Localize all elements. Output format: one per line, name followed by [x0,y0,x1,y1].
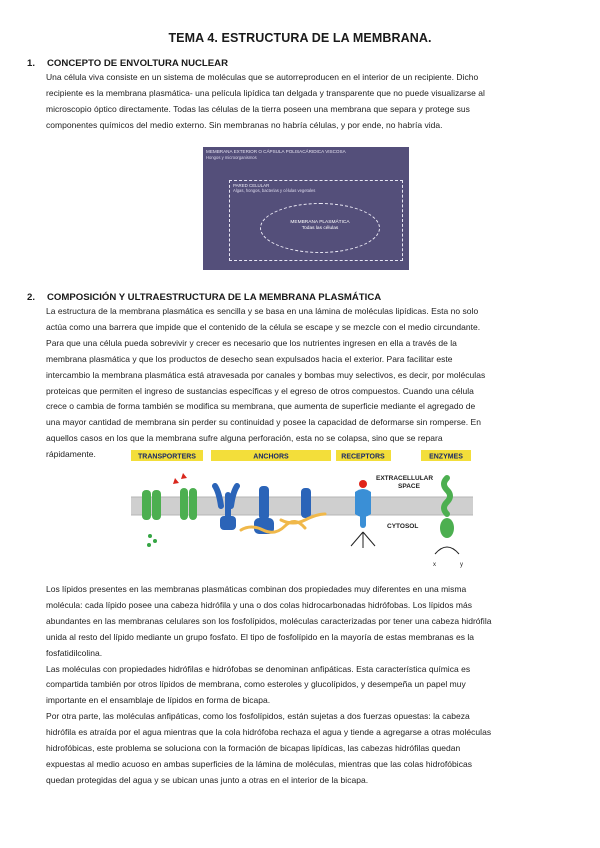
solute-particle [147,543,151,547]
text-line: una mayor cantidad de membrana sin perder su continuidad y posee la capacidad de deformarse sin romperse. En [46,417,481,428]
text-line: microscopio óptico directamente. Todas las células de la tierra poseen una membrana que separa y protege sus [46,103,470,114]
text-line: Para que una célula pueda sobrevivir y crecer es necesario que los nutrientes ingresen en ella a través de la [46,337,457,348]
text-line: unida al resto del lípido mediante un grupo fosfato. El tipo de fosfolípido en la mayoría de estas membranas es la [46,631,475,642]
plasma-membrane-title: MEMBRANA PLASMÁTICA [290,220,350,225]
cell-wall-box [229,180,403,261]
receptor-tail [360,512,366,528]
text-line: Una célula viva consiste en un sistema de moléculas que se autorreproducen en el interior de un recipiente. Dicho [46,72,479,82]
text-line: Por otra parte, las moléculas anfipáticas, como los fosfolípidos, están sujetas a dos fuerzas opuestas: la cabeza [46,711,470,722]
text-line: intercambio la membrana plasmática está atravesada por canales y bombas muy selectivos, es decir, por moléculas [46,369,486,380]
enzyme-domain [440,518,454,538]
text-line: hidrófila es atraída por el agua mientras que la cola hidrófoba rechaza el agua y tiende a agregarse a otras moléculas [46,727,492,738]
section-1-paragraph [46,70,576,134]
anchor-base-1 [220,516,236,530]
text-line: abundantes en las membranas celulares son los fosfolípidos, moléculas caracterizadas por tener una cabeza hidrófila [46,615,492,626]
membrane-proteins-diagram [131,448,473,572]
text-line: molécula: cada lípido posee una cabeza hidrófila y una o dos colas hidrocarbonadas hidrófobas. Los lípidos más [46,599,473,610]
ion-marker [173,478,179,484]
text-line: fosfatidilcolina. [46,647,103,658]
text-line: membrana plasmática y que los productos de desecho sean expulsados hacia el exterior. Para facilitar este [46,353,453,364]
product-x-label: x [433,562,436,568]
section-2-paragraph [46,304,576,463]
cytosol-label: CYTOSOL [387,523,419,530]
enzymes-label: ENZYMES [429,453,463,461]
section-2-continued-paragraph [46,582,576,789]
text-line: compartida también por otros lípidos de membrana, como esteroles y glucolípidos, y desempeña un papel muy [46,679,466,690]
signal-arrow [363,532,375,546]
reaction-arrow [435,547,459,554]
plasma-membrane-ellipse [260,203,380,253]
text-line: expuestas al medio acuoso en ambas superficies de la lámina de moléculas, mientras que las colas hidrofóbicas [46,758,472,769]
anchor-stem-1 [225,492,231,520]
cell-wall-title: PARED CELULAR [233,183,270,188]
section-2-title: COMPOSICIÓN Y ULTRAESTRUCTURA DE LA MEMBRANA PLASMÁTICA [47,292,382,303]
space-label: SPACE [398,483,420,490]
membrane-proteins-figure [131,448,473,572]
text-line: importante en el ensamblaje de lípidos en forma de bicapa. [46,695,271,706]
transporters-label: TRANSPORTERS [138,453,196,461]
cell-envelope-figure [203,147,409,270]
extracellular-label: EXTRACELLULAR [376,475,434,482]
signal-molecule [359,480,367,488]
text-line: componentes químicos del medio externo. Sin membranas no habría células, y por ende, no habría vida. [46,119,443,130]
solute-particle [153,539,157,543]
text-line: quedan protegidas del agua y se ubican unas junto a otras en el interior de la bicapa. [46,774,369,785]
text-line: rápidamente. [46,449,96,460]
anchor-protein-2 [259,486,269,520]
signal-arrow [351,532,363,546]
outer-capsule-subtitle: Hongos y microorganismos [206,155,257,160]
plasma-membrane-subtitle: Todas las células [301,226,339,231]
transporter-protein-1b [152,490,161,520]
solute-particle [148,534,152,538]
section-2-heading [27,292,381,303]
text-line: proteicas que permiten el ingreso de sustancias específicas y el egreso de otros compuestos. Cuando una célula [46,385,474,396]
transporter-protein-2b [189,488,197,520]
anchor-protein-3 [301,488,311,518]
receptors-label: RECEPTORS [341,453,385,461]
transporter-protein-2 [180,488,188,520]
text-line: aquellos casos en los que la membrana sufre alguna perforación, esta no se colapsa, sino que se repara [46,433,443,444]
section-1-number: 1. [27,58,36,69]
text-line: actúa como una barrera que impide que el contenido de la célula se escape y se mezcle con el medio circundante. [46,321,481,332]
section-1-heading [27,58,228,69]
page-title: TEMA 4. ESTRUCTURA DE LA MEMBRANA. [168,31,432,45]
outer-capsule-title: MEMBRANA EXTERIOR O CÁPSULA POLISACÁRIDICA VISCOSA [206,149,346,154]
text-line: recipiente es la membrana plasmática- una película lipídica tan delgada y transparente que no puede visualizarse al [46,87,485,98]
text-line: crece o cambia de forma también se modifica su membrana, que aumenta de superficie mediante el agregado de [46,401,476,412]
text-line: Los lípidos presentes en las membranas plasmáticas combinan dos propiedades muy diferentes en una misma [46,584,467,594]
anchors-label: ANCHORS [253,453,289,461]
product-y-label: y [460,562,463,568]
transporter-protein-1 [142,490,151,520]
text-line: hidrofóbicas, este problema se soluciona con la formación de bicapas lipídicas, las cabezas hidrófilas quedan [46,743,461,754]
section-1-title: CONCEPTO DE ENVOLTURA NUCLEAR [47,58,229,69]
section-2-number: 2. [27,292,36,303]
text-line: Las moléculas con propiedades hidrófilas e hidrófobas se denominan anfipáticas. Esta característica química es [46,663,471,674]
text-line: La estructura de la membrana plasmática es sencilla y se basa en una lámina de moléculas lipídicas. Esta no solo [46,306,479,316]
ion-marker [181,473,187,479]
cell-wall-subtitle: Algas, hongos, bacterias y células vegetales [233,188,316,193]
